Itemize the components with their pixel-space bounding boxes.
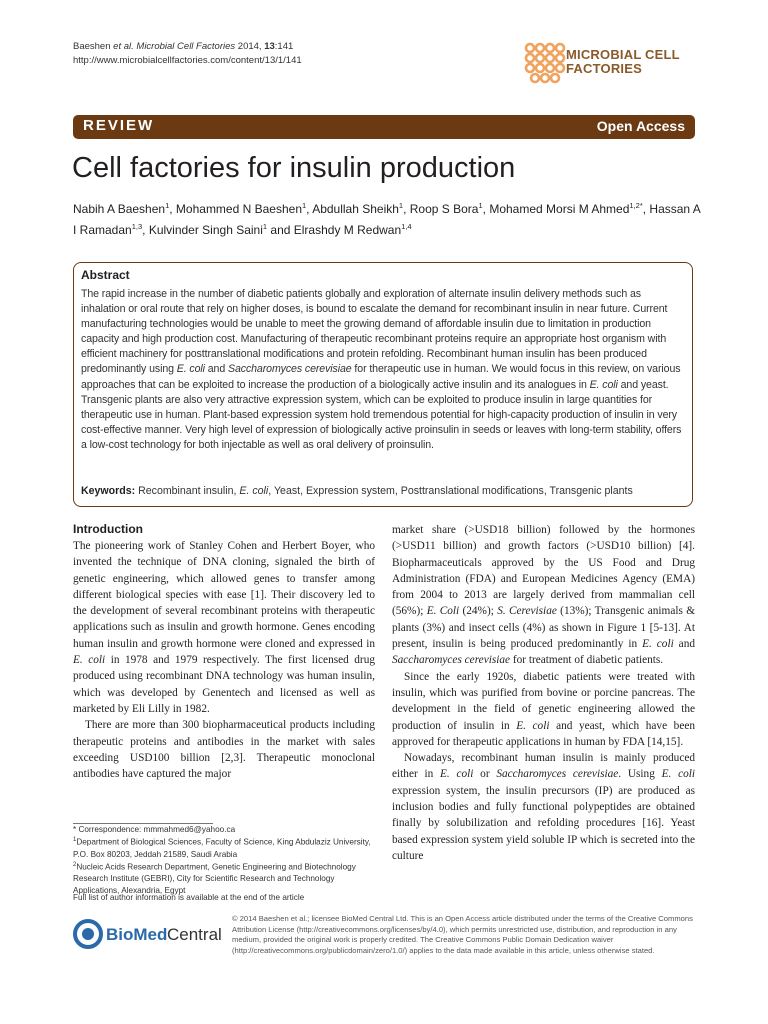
author-separator: , xyxy=(403,202,410,216)
text-run: for treatment of diabetic patients. xyxy=(510,654,664,667)
keywords-label: Keywords: xyxy=(81,485,136,497)
author-affiliation-sup: 1,4 xyxy=(401,222,412,231)
brand-text-bold: BioMed xyxy=(106,925,168,944)
text-run: (24%); xyxy=(459,605,498,618)
author-name: Nabih A Baeshen xyxy=(73,202,166,216)
text-run: The pioneering work of Stanley Cohen and Herbert Boyer, who invented the technique of DNA cloning, signaled the birth of genetic engineering, which allowed genes to transfer among different biological species with ease [1]. Their discovery led to the development of several recombinant proteins with therapeutic applications such as insulin and growth hormone. Genes encoding human insulin and growth hormone were cloned and expressed in xyxy=(73,540,375,650)
text-italic: E. Coli xyxy=(426,605,460,618)
abstract-part: for therapeutic use in human. We would focus in this review, on various approaches that can be exploited to increase the production of a biologically active insulin and its analogues in xyxy=(81,363,681,391)
keywords-part: , Yeast, Expression system, Posttranslational modifications, Transgenic plants xyxy=(268,485,633,497)
affiliation-2 xyxy=(73,860,373,896)
author-separator: , xyxy=(306,202,313,216)
body-paragraph xyxy=(392,669,695,750)
author-name: Mohammed N Baeshen xyxy=(175,202,302,216)
keywords-italic: E. coli xyxy=(239,485,269,497)
affiliation-sup: 2 xyxy=(73,861,77,868)
author-separator: and xyxy=(267,223,294,237)
author-affiliation-sup: 1 xyxy=(262,222,268,231)
citation-authors: Baeshen xyxy=(73,41,111,52)
article-type-banner xyxy=(73,115,695,139)
author-name: Kulvinder Singh Saini xyxy=(148,223,263,237)
author-name: Mohamed Morsi M Ahmed xyxy=(489,202,630,216)
article-type-label: REVIEW xyxy=(83,117,155,134)
author-separator: , xyxy=(482,202,490,216)
abstract-text xyxy=(81,287,685,453)
affiliation-text: Nucleic Acids Research Department, Genetic Engineering and Biotechnology Research Institute (GEBRI), City for Scientific Research and Technology Applications, Alexandria, Egypt xyxy=(73,862,356,895)
logo-line1: MICROBIAL CELL xyxy=(566,47,680,62)
citation-volume: 13 xyxy=(264,41,275,52)
affiliation-1 xyxy=(73,835,373,860)
author-affiliation-sup: 1 xyxy=(478,201,483,210)
brand-text: Central xyxy=(167,925,222,944)
text-italic: Saccharomyces cerevisiae xyxy=(496,768,619,781)
article-title: Cell factories for insulin production xyxy=(72,152,516,184)
text-run: and yeast, which have been approved for therapeutic applications in human by FDA [14,15]. xyxy=(392,719,695,748)
text-italic: E. coli xyxy=(73,654,106,667)
body-column-right xyxy=(392,522,695,864)
logo-line2: FACTORIES xyxy=(566,61,642,76)
text-italic: E. coli xyxy=(440,768,474,781)
text-italic: E. coli xyxy=(661,768,696,781)
text-run: in 1978 and 1979 respectively. The first licensed drug produced using recombinant DNA technology was human insulin, which was developed by Genentech and licensed as well as marketed by Eli Lilly in 1982. xyxy=(73,654,375,715)
abstract-italic: E. coli xyxy=(176,363,205,376)
abstract-part: and xyxy=(204,363,228,376)
text-run: expression system, the insulin precursors (IP) are produced as inclusion bodies and fully functional polypeptides are obtained finally by solubilization and refolding procedures [16]. Yeast based expression system yield soluble IP which is secreted into the culture xyxy=(392,784,695,862)
body-paragraph xyxy=(73,538,375,717)
text-run: and xyxy=(673,638,695,651)
author-affiliation-sup: 1 xyxy=(302,201,307,210)
biomed-central-logo-icon xyxy=(72,918,222,950)
text-run: market share (>USD18 billion) followed by the hormones (>USD11 billion) and growth factors (>USD10 billion) [4]. Biopharmaceuticals approved by the US Food and Drug Administration (FDA) and European Medicines Agency (EMA) from 2004 to 2013 are largely derived from mammalian cell (56%); xyxy=(392,524,695,618)
author-info-note: Full list of author information is available at the end of the article xyxy=(73,893,305,902)
author-affiliation-sup: 1 xyxy=(398,201,404,210)
author-separator: , xyxy=(169,202,176,216)
citation-year: 2014, xyxy=(237,41,265,52)
body-paragraph: There are more than 300 biopharmaceutical products including therapeutic proteins and antibodies in the market with sales exceeding USD100 billion [2,3]. Therapeutic monoclonal antibodies have captured the major xyxy=(73,719,375,781)
section-heading-introduction: Introduction xyxy=(73,522,143,536)
author-list xyxy=(73,197,703,239)
body-paragraph xyxy=(392,750,695,864)
author-name: Abdullah Sheikh xyxy=(312,202,399,216)
footnotes xyxy=(73,824,373,896)
author-affiliation-sup: 1 xyxy=(165,201,170,210)
text-run: Nowadays, recombinant human insulin is mainly produced either in xyxy=(392,752,695,781)
author-separator: , xyxy=(642,202,650,216)
author-name: Roop S Bora xyxy=(409,202,479,216)
body-column-left xyxy=(73,538,375,782)
affiliation-sup: 1 xyxy=(73,837,77,844)
open-access-label: Open Access xyxy=(596,118,685,134)
text-run: Since the early 1920s, diabetic patients were treated with insulin, which was purified from bovine or porcine pancreas. The development in the field of genetic engineering allowed the production of insulin in xyxy=(392,670,695,732)
text-run: (13%); Transgenic animals & plants (3%) and insect cells (4%) as shown in Figure 1 [5-13]. At present, insulin is being produced predominantly in xyxy=(392,605,695,651)
abstract-italic: Saccharomyces cerevisiae xyxy=(227,363,352,376)
text-run: or xyxy=(473,768,497,781)
correspondence-note: * Correspondence: mmmahmed6@yahoo.ca xyxy=(73,825,236,834)
author-affiliation-sup: 1,3 xyxy=(131,222,143,231)
text-italic: E. coli xyxy=(642,638,674,651)
text-italic: E. coli xyxy=(516,719,550,732)
text-run: . Using xyxy=(618,768,662,781)
author-separator: , xyxy=(142,223,149,237)
affiliation-text: Department of Biological Sciences, Faculty of Science, King Abdulaziz University, P.O. Box 80203, Jeddah 21589, Saudi Arabia xyxy=(73,838,371,859)
body-paragraph xyxy=(392,522,695,669)
citation-journal: Microbial Cell Factories xyxy=(136,41,236,52)
abstract-part: The rapid increase in the number of diabetic patients globally and exploration of alternate insulin delivery methods such as inhalation or oral route that rely on higher doses, is bound to escalate the demand for recombinant insulin in near future. Current manufacturing technologies would be unable to meet the growing demand of affordable insulin due to limitation in production capacity and high production cost. Manufacturing of therapeutic recombinant proteins require an appropriate host organism with efficient machinery for posttranslational modifications and protein refolding. Recombinant human insulin has been produced predominantly using xyxy=(81,288,668,376)
author-name: Hassan A I Ramadan xyxy=(73,202,701,237)
text-italic: Saccharomyces cerevisiae xyxy=(392,654,511,667)
citation-header xyxy=(73,40,302,68)
journal-logo-text xyxy=(566,48,680,76)
license-text: © 2014 Baeshen et al.; licensee BioMed Central Ltd. This is an Open Access article distributed under the terms of the Creative Commons Attribution License (http://creativecommons.org/licenses/by/4.0), which permits unrestricted use, distribution, and reproduction in any medium, provided the original work is properly credited. The Creative Commons Public Domain Dedication waiver (http://creativecommons.org/publicdomain/zero/1.0/) applies to the data made available in this article, unless otherwise stated. xyxy=(232,914,693,955)
citation-page: :141 xyxy=(274,41,294,52)
article-url[interactable]: http://www.microbialcellfactories.com/content/13/1/141 xyxy=(73,55,302,66)
author-affiliation-sup: 1,2* xyxy=(629,201,643,210)
abstract-heading: Abstract xyxy=(81,268,130,282)
keywords-part: Recombinant insulin, xyxy=(135,485,240,497)
text-italic: S. Cerevisiae xyxy=(497,605,557,618)
abstract-italic: E. coli xyxy=(589,378,618,391)
keywords xyxy=(81,485,691,497)
citation-etal: et al. xyxy=(113,41,134,52)
author-name: Elrashdy M Redwan xyxy=(293,223,402,237)
abstract-part: and yeast. Transgenic plants are also very attractive expression system, which can be exploited to produce insulin in large quantities for therapeutic use in human. Plant-based expression system hold tremendous potential for high-capacity production of insulin in very cost-effective manner. Very high level of expression of biologically active proinsulin in seeds or leaves with long-term stability, offers a low-cost technology for both injectable as well as oral delivery of proinsulin. xyxy=(81,378,682,451)
